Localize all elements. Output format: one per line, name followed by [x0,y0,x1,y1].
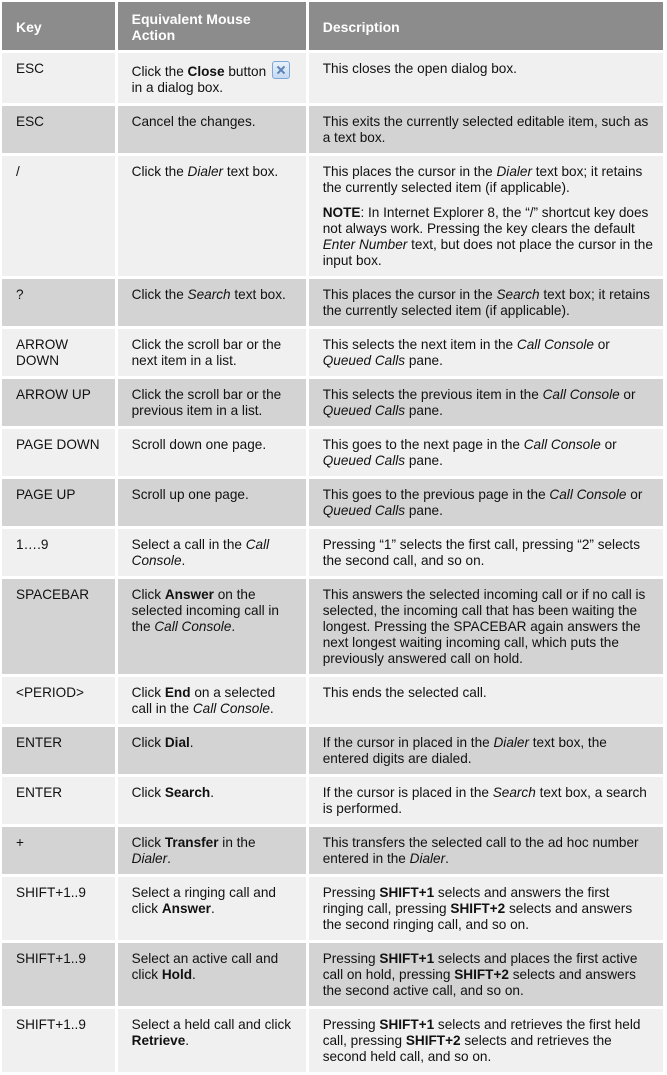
text-run: This goes to the next page in the [322,437,524,452]
text-run: text box. [230,287,286,302]
description-text [323,164,653,196]
close-icon [272,61,290,79]
text-run: . [181,553,186,568]
table-row [2,877,663,940]
text-run: on a selected call in the [131,685,276,716]
table-row [2,579,663,674]
text-run: Click the [131,64,188,79]
column-header-description: Description [309,2,663,50]
text-run: Select a held call and click [131,1017,292,1032]
text-run: This places the cursor in the [322,287,497,302]
bold-text: Answer [161,901,211,916]
action-cell [118,329,306,376]
bold-text: SHIFT+2 [450,901,506,916]
description-text [323,487,653,519]
table-body [2,53,663,1072]
text-run: or [619,387,636,402]
text-run: If the cursor in placed in the [322,735,494,750]
text-run: Click [131,785,165,800]
text-run: This closes the open dialog box. [322,61,517,76]
text-run: button [224,64,267,79]
italic-text: Enter Number [322,237,408,252]
description-cell [309,827,663,874]
italic-text: Dialer [496,164,532,179]
description-note [323,205,653,269]
text-run: pane. [405,503,443,518]
italic-text: Call Console [154,619,232,634]
key-cell: ARROW UP [2,379,115,426]
table-row [2,1009,663,1072]
text-run: Click the [131,287,188,302]
action-cell [118,279,306,326]
bold-text: Transfer [164,835,219,850]
text-run: on the selected incoming call in the [131,587,279,634]
italic-text: Queued Calls [322,453,406,468]
key-cell: PAGE UP [2,479,115,526]
italic-text: Call Console [131,537,270,568]
text-run: text box; it retains the currently selected item (if applicable). [322,164,643,195]
description-text [323,685,653,701]
table-row [2,479,663,526]
text-run: in the [218,835,256,850]
action-cell [118,677,306,724]
text-run: . [445,851,449,866]
text-run: This answers the selected incoming call or if no call is selected, the incoming call that has been waiting the longest. Pressing the SPACEBAR again answers the next longest waiting incoming call, which puts the previously answered call on hold. [322,587,646,666]
text-run: : In Internet Explorer 8, the “/” shortcut key does not always work. Pressing the key clears the default [322,205,649,236]
table-row [2,379,663,426]
bold-text: SHIFT+2 [405,1033,461,1048]
italic-text: Dialer [131,851,168,866]
text-run: text box; it retains the currently selected item (if applicable). [322,287,650,318]
key-cell: SHIFT+1..9 [2,877,115,940]
description-text [323,537,653,569]
text-run: Click [131,735,165,750]
text-run: Scroll down one page. [131,437,267,452]
table-row [2,727,663,774]
text-run: or [593,337,610,352]
text-run: This selects the previous item in the [322,387,543,402]
text-run: selects and retrieves the second held call, and so on. [322,1033,612,1064]
italic-text: Call Console [192,701,270,716]
italic-text: Queued Calls [322,403,406,418]
action-cell [118,529,306,576]
bold-text: Hold [161,967,193,982]
text-run: . [189,735,194,750]
action-cell [118,777,306,824]
text-run: text box, the entered digits are dialed. [322,735,607,766]
table-row [2,943,663,1006]
italic-text: Dialer [409,851,446,866]
key-cell: ARROW DOWN [2,329,115,376]
text-run: selects and answers the second ringing call, and so on. [322,901,633,932]
text-run: This goes to the previous page in the [322,487,550,502]
description-text [323,785,653,817]
bold-text: End [164,685,191,700]
text-run: This selects the next item in the [322,337,517,352]
text-run: Click the scroll bar or the next item in a list. [131,337,282,368]
description-cell [309,156,663,276]
action-cell [118,479,306,526]
description-text [323,885,653,933]
description-text [323,287,653,319]
table-header-row [2,2,663,50]
description-text [323,1017,653,1065]
text-run: selects and answers the second active call, and so on. [322,967,636,998]
text-run: text box, a search is performed. [322,785,647,816]
text-run: . [185,1033,190,1048]
description-cell [309,329,663,376]
table-row [2,156,663,276]
key-cell: ESC [2,106,115,153]
text-run: Click [131,685,165,700]
text-run: Click the [131,164,188,179]
key-cell: <PERIOD> [2,677,115,724]
action-cell [118,379,306,426]
bold-text: Dial [164,735,190,750]
key-cell: 1….9 [2,529,115,576]
description-text [323,114,653,146]
description-cell [309,279,663,326]
description-text [323,61,653,77]
italic-text: Call Console [542,387,620,402]
italic-text: Call Console [549,487,627,502]
description-cell [309,479,663,526]
text-run: Click [131,835,165,850]
text-run: Click [131,587,165,602]
description-text [323,951,653,999]
bold-text: NOTE [322,205,361,220]
key-cell: PAGE DOWN [2,429,115,476]
italic-text: Search [187,287,231,302]
text-run: . [192,967,196,982]
text-run: If the cursor is placed in the [322,785,493,800]
action-cell [118,53,306,103]
bold-text: Close [187,64,225,79]
description-cell [309,529,663,576]
action-cell [118,106,306,153]
text-run: This places the cursor in the [322,164,497,179]
italic-text: Dialer [493,735,529,750]
description-cell [309,877,663,940]
table-row [2,529,663,576]
bold-text: Answer [164,587,214,602]
text-run: Scroll up one page. [131,487,249,502]
italic-text: Call Console [523,437,601,452]
text-run: or [600,437,617,452]
table-row [2,677,663,724]
text-run: This exits the currently selected editable item, such as a text box. [322,114,649,145]
description-text [323,337,653,369]
text-run: . [231,619,236,634]
text-run: . [210,785,214,800]
action-cell [118,579,306,674]
description-text [323,387,653,419]
italic-text: Dialer [187,164,224,179]
description-cell [309,677,663,724]
text-run: text, but does not place the cursor in the input box. [322,237,653,268]
text-run: pane. [405,403,443,418]
key-cell: + [2,827,115,874]
text-run: Select a call in the [131,537,246,552]
description-cell [309,727,663,774]
italic-text: Search [496,287,540,302]
text-run: pane. [405,353,443,368]
table-row [2,53,663,103]
action-cell [118,943,306,1006]
description-cell [309,429,663,476]
description-cell [309,1009,663,1072]
text-run: Cancel the changes. [131,114,256,129]
action-cell [118,827,306,874]
key-cell: ESC [2,53,115,103]
action-cell [118,429,306,476]
action-cell [118,727,306,774]
table-row [2,279,663,326]
key-cell: ENTER [2,777,115,824]
description-cell [309,53,663,103]
text-run: in a dialog box. [131,80,224,95]
text-run: text box. [223,164,279,179]
description-text [323,735,653,767]
description-cell [309,777,663,824]
text-run: Pressing [322,885,380,900]
description-text [323,437,653,469]
bold-text: Retrieve [131,1033,186,1048]
description-cell [309,379,663,426]
description-text [323,835,653,867]
italic-text: Queued Calls [322,353,406,368]
text-run: selects and answers the first ringing call, pressing [322,885,610,916]
text-run: Select a ringing call and click [131,885,276,916]
bold-text: SHIFT+1 [379,885,435,900]
italic-text: Search [492,785,536,800]
key-cell: SHIFT+1..9 [2,1009,115,1072]
table-row [2,827,663,874]
text-run: pane. [405,453,443,468]
key-cell: / [2,156,115,276]
description-cell [309,106,663,153]
text-run: or [626,487,643,502]
text-run: . [269,701,274,716]
key-cell: SHIFT+1..9 [2,943,115,1006]
table-row [2,106,663,153]
text-run: Pressing [322,951,380,966]
italic-text: Queued Calls [322,503,406,518]
key-cell: SPACEBAR [2,579,115,674]
column-header-key: Key [2,2,115,50]
key-cell: ENTER [2,727,115,774]
description-cell [309,579,663,674]
description-text [323,587,653,667]
text-run: Click the scroll bar or the previous item in a list. [131,387,282,418]
text-run: . [167,851,171,866]
table-row [2,329,663,376]
table-row [2,777,663,824]
bold-text: SHIFT+2 [454,967,509,982]
description-cell [309,943,663,1006]
text-run: selects and places the first active call on hold, pressing [322,951,638,982]
column-header-action: Equivalent Mouse Action [118,2,306,50]
action-cell [118,877,306,940]
text-run: Select an active call and click [131,951,279,982]
text-run: Pressing [322,1017,380,1032]
table-row [2,429,663,476]
text-run: selects and retrieves the first held call, pressing [322,1017,641,1048]
text-run: . [210,901,215,916]
bold-text: SHIFT+1 [379,1017,435,1032]
bold-text: Search [164,785,211,800]
bold-text: SHIFT+1 [379,951,435,966]
text-run: This transfers the selected call to the ad hoc number entered in the [322,835,639,866]
text-run: This ends the selected call. [322,685,487,700]
key-cell: ? [2,279,115,326]
action-cell [118,156,306,276]
text-run: Pressing “1” selects the first call, pressing “2” selects the second call, and so on. [322,537,640,568]
italic-text: Call Console [516,337,594,352]
action-cell [118,1009,306,1072]
